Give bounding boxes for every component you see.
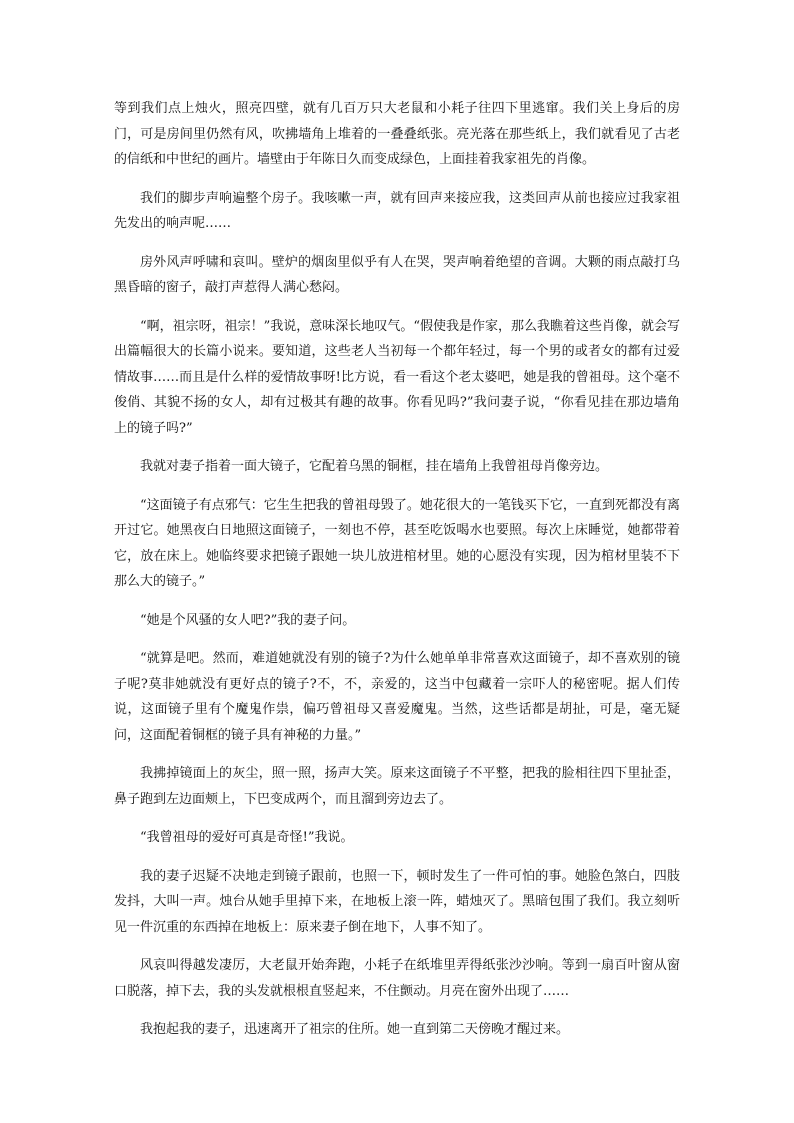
paragraph-6: “这面镜子有点邪气：它生生把我的曾祖母毁了。她花很大的一笔钱买下它，一直到死都没有离开过它。她黑夜白日地照这面镜子，一刻也不停，甚至吃饭喝水也要照。每次上床睡觉，她都带着它，放在床上。她临终要求把镜子跟她一块儿放进棺材里。她的心愿没有实现，因为棺材里装不下那么大的镜子。” (114, 497, 680, 589)
paragraph-7: “她是个风骚的女人吧?”我的妻子问。 (140, 612, 356, 628)
paragraph-13: 我抱起我的妻子，迅速离开了祖宗的住所。她一直到第二天傍晚才醒过来。 (140, 1022, 570, 1037)
paragraph-9: 我拂掉镜面上的灰尘，照一照，扬声大笑。原来这面镜子不平整，把我的脸相往四下里扯歪，鼻子跑到左边面颊上，下巴变成两个，而且溜到旁边去了。 (114, 766, 680, 807)
paragraph-3: 房外风声呼啸和哀叫。壁炉的烟囱里似乎有人在哭，哭声响着绝望的音调。大颗的雨点敲打乌黑昏暗的窗子，敲打声惹得人满心愁闷。 (114, 254, 680, 295)
paragraph-5: 我就对妻子指着一面大镜子，它配着乌黑的铜框，挂在墙角上我曾祖母肖像旁边。 (140, 459, 609, 474)
document-body (114, 96, 680, 1056)
paragraph-2: 我们的脚步声响遍整个房子。我咳嗽一声，就有回声来接应我，这类回声从前也接应过我家祖先发出的响声呢…… (114, 190, 680, 231)
paragraph-8: “就算是吧。然而，难道她就没有别的镜子?为什么她单单非常喜欢这面镜子，却不喜欢别的镜子呢?莫非她就没有更好点的镜子?不，不，亲爱的，这当中包藏着一宗吓人的秘密呢。据人们传说，这面镜子里有个魔鬼作祟，偏巧曾祖母又喜爱魔鬼。当然，这些话都是胡扯，可是，毫无疑问，这面配着铜框的镜子具有神秘的力量。” (114, 651, 680, 743)
paragraph-10: “我曾祖母的爱好可真是奇怪!”我说。 (140, 830, 354, 845)
paragraph-12: 风哀叫得越发凄厉，大老鼠开始奔跑，小耗子在纸堆里弄得纸张沙沙响。等到一扇百叶窗从窗口脱落，掉下去，我的头发就根根直竖起来，不住颤动。月亮在窗外出现了…… (114, 958, 680, 999)
paragraph-4: “啊，祖宗呀，祖宗！”我说，意味深长地叹气。“假使我是作家，那么我瞧着这些肖像，就会写出篇幅很大的长篇小说来。要知道，这些老人当初每一个都年轻过，每一个男的或者女的都有过爱情故事……而且是什么样的爱情故事呀!比方说，看一看这个老太婆吧，她是我的曾祖母。这个毫不俊俏、其貌不扬的女人，却有过极其有趣的故事。你看见吗?”我问妻子说，“你看见挂在那边墙角上的镜子吗?” (114, 318, 680, 436)
paragraph-1: 等到我们点上烛火，照亮四壁，就有几百万只大老鼠和小耗子往四下里逃窜。我们关上身后的房门，可是房间里仍然有风，吹拂墙角上堆着的一叠叠纸张。亮光落在那些纸上，我们就看见了古老的信纸和中世纪的画片。墙壁由于年陈日久而变成绿色，上面挂着我家祖先的肖像。 (114, 101, 680, 167)
paragraph-11: 我的妻子迟疑不决地走到镜子跟前，也照一下，顿时发生了一件可怕的事。她脸色煞白，四肢发抖，大叫一声。烛台从她手里掉下来，在地板上滚一阵，蜡烛灭了。黑暗包围了我们。我立刻听见一件沉重的东西掉在地板上：原来妻子倒在地下，人事不知了。 (114, 868, 680, 935)
